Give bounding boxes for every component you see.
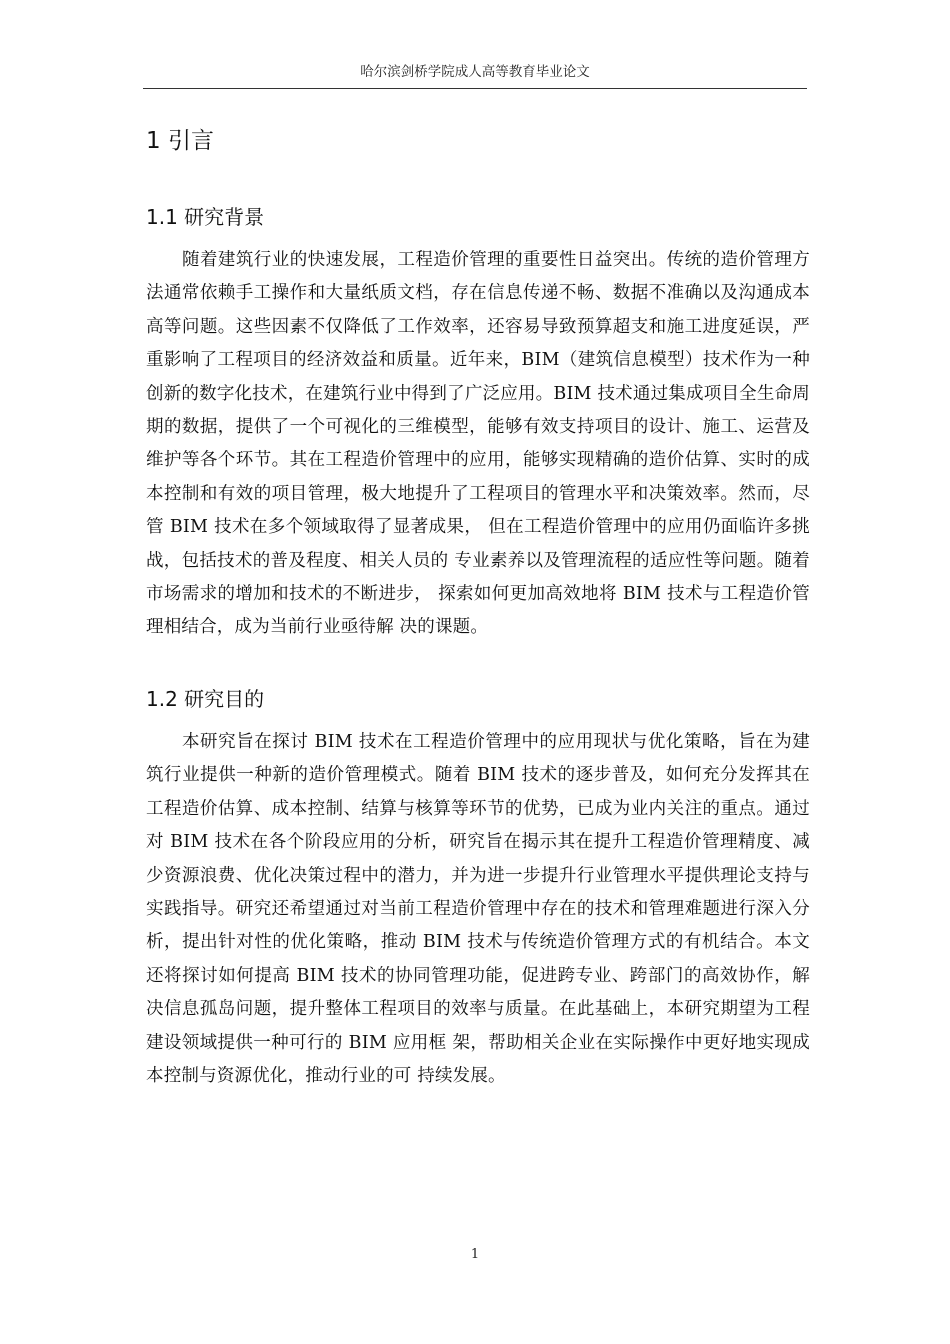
page-number: 1 <box>470 1247 480 1262</box>
section-title-purpose: 1.2 研究目的 <box>146 687 265 711</box>
paragraph-background: 随着建筑行业的快速发展，工程造价管理的重要性日益突出。传统的造价管理方法通常依赖手工操作和大量纸质文档，存在信息传递不畅、数据不准确以及沟通成本高等问题。这些因素不仅降低了工作效率，还容易导致预算超支和施工进度延误，严重影响了工程项目的经济效益和质量。近年来，BIM（建筑信息模型）技术作为一种创新的数字化技术，在建筑行业中得到了广泛应用。BIM 技术通过集成项目全生命周期的数据，提供了一个可视化的三维模型，能够有效支持项目的设计、施工、运营及维护等各个环节。其在工程造价管理中的应用，能够实现精确的造价估算、实时的成本控制和有效的项目管理，极大地提升了工程项目的管理水平和决策效率。然而，尽管 BIM 技术在多个领域取得了显著成果， 但在工程造价管理中的应用仍面临许多挑战，包括技术的普及程度、相关人员的 专业素养以及管理流程的适应性等问题。随着市场需求的增加和技术的不断进步， 探索如何更加高效地将 BIM 技术与工程造价管理相结合，成为当前行业亟待解 决的课题。 <box>146 250 810 638</box>
page-header: 哈尔滨剑桥学院成人高等教育毕业论文 <box>360 64 590 80</box>
header-rule <box>143 88 807 89</box>
paragraph-purpose: 本研究旨在探讨 BIM 技术在工程造价管理中的应用现状与优化策略，旨在为建筑行业提供一种新的造价管理模式。随着 BIM 技术的逐步普及，如何充分发挥其在工程造价估算、成本控制、结算与核算等环节的优势，已成为业内关注的重点。通过对 BIM 技术在各个阶段应用的分析，研究旨在揭示其在提升工程造价管理精度、减少资源浪费、优化决策过程中的潜力，并为进一步提升行业管理水平提供理论支持与实践指导。研究还希望通过对当前工程造价管理中存在的技术和管理难题进行深入分析，提出针对性的优化策略，推动 BIM 技术与传统造价管理方式的有机结合。本文还将探讨如何提高 BIM 技术的协同管理功能，促进跨专业、跨部门的高效协作，解决信息孤岛问题，提升整体工程项目的效率与质量。在此基础上，本研究期望为工程建设领域提供一种可行的 BIM 应用框 架，帮助相关企业在实际操作中更好地实现成本控制与资源优化，推动行业的可 持续发展。 <box>146 732 810 1087</box>
chapter-title: 1 引言 <box>146 128 214 154</box>
section-title-background: 1.1 研究背景 <box>146 205 265 229</box>
